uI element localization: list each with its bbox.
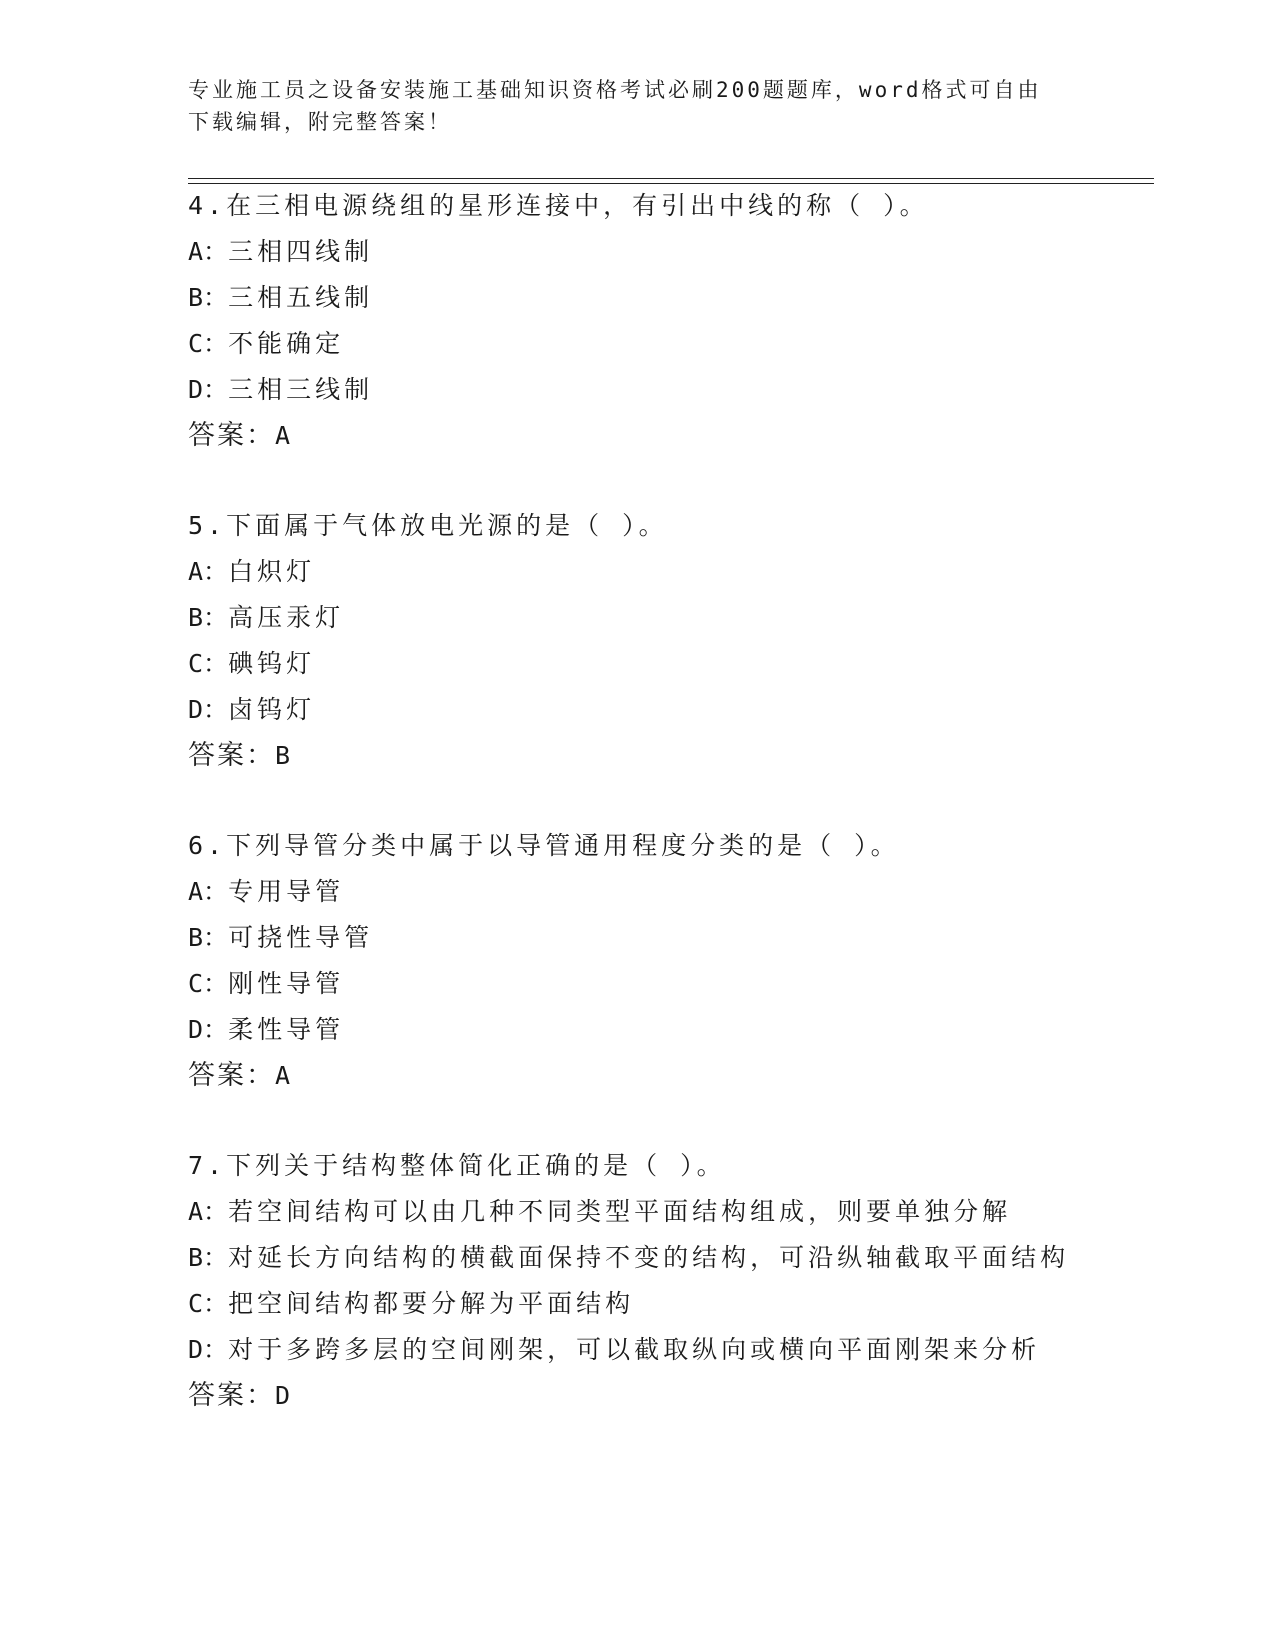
option-text: 刚性导管 (228, 969, 345, 998)
option-text: 把空间结构都要分解为平面结构 (228, 1289, 635, 1318)
header-divider-bottom (188, 183, 1154, 184)
header-divider-top (188, 178, 1154, 179)
option-d (188, 1015, 1188, 1061)
option-c (188, 329, 1188, 375)
option-text: 柔性导管 (228, 1015, 345, 1044)
option-text: 对于多跨多层的空间刚架，可以截取纵向或横向平面刚架来分析 (228, 1335, 1041, 1364)
option-text: 三相三线制 (228, 375, 374, 404)
option-key: C： (188, 969, 229, 998)
option-a (188, 1197, 1188, 1243)
option-b (188, 923, 1188, 969)
answer-value: A (275, 1061, 293, 1090)
option-c (188, 969, 1188, 1015)
option-text: 碘钨灯 (228, 649, 316, 678)
option-key: A： (188, 877, 229, 906)
option-text: 高压汞灯 (228, 603, 345, 632)
answer-line (188, 421, 1188, 467)
answer-value: A (275, 421, 293, 450)
question-5 (188, 511, 1188, 787)
option-key: A： (188, 557, 229, 586)
option-key: B： (188, 1243, 229, 1272)
option-c (188, 649, 1188, 695)
question-stem: 5.下面属于气体放电光源的是（ ）。 (188, 511, 668, 540)
option-key: A： (188, 1197, 229, 1226)
option-text: 可挠性导管 (228, 923, 374, 952)
option-text: 专用导管 (228, 877, 345, 906)
answer-label: 答案： (188, 1060, 275, 1091)
option-key: D： (188, 375, 229, 404)
option-text: 卤钨灯 (228, 695, 316, 724)
option-key: C： (188, 1289, 229, 1318)
answer-line (188, 741, 1188, 787)
option-a (188, 877, 1188, 923)
option-d (188, 1335, 1188, 1381)
question-4 (188, 191, 1188, 467)
option-key: D： (188, 1015, 229, 1044)
option-text: 白炽灯 (228, 557, 316, 586)
question-7 (188, 1151, 1188, 1427)
question-stem: 6.下列导管分类中属于以导管通用程度分类的是（ ）。 (188, 831, 900, 860)
document-header (188, 74, 1088, 138)
answer-line (188, 1061, 1188, 1107)
option-b (188, 283, 1188, 329)
option-key: B： (188, 603, 229, 632)
header-line-1: 专业施工员之设备安装施工基础知识资格考试必刷200题题库，word格式可自由 (188, 78, 1042, 102)
answer-line (188, 1381, 1188, 1427)
answer-label: 答案： (188, 420, 275, 451)
answer-label: 答案： (188, 1380, 275, 1411)
option-key: C： (188, 329, 229, 358)
option-text: 不能确定 (228, 329, 345, 358)
option-b (188, 603, 1188, 649)
answer-value: B (275, 741, 293, 770)
option-c (188, 1289, 1188, 1335)
option-text: 三相五线制 (228, 283, 374, 312)
option-d (188, 375, 1188, 421)
question-stem: 4.在三相电源绕组的星形连接中，有引出中线的称（ ）。 (188, 191, 929, 220)
option-key: D： (188, 695, 229, 724)
option-key: C： (188, 649, 229, 678)
option-key: B： (188, 283, 229, 312)
option-key: A： (188, 237, 229, 266)
question-stem: 7.下列关于结构整体简化正确的是（ ）。 (188, 1151, 726, 1180)
answer-label: 答案： (188, 740, 275, 771)
answer-value: D (275, 1381, 293, 1410)
option-a (188, 237, 1188, 283)
option-d (188, 695, 1188, 741)
question-6 (188, 831, 1188, 1107)
option-text: 若空间结构可以由几种不同类型平面结构组成，则要单独分解 (228, 1197, 1012, 1226)
option-key: D： (188, 1335, 229, 1364)
option-text: 对延长方向结构的横截面保持不变的结构，可沿纵轴截取平面结构 (228, 1243, 1070, 1272)
option-text: 三相四线制 (228, 237, 374, 266)
option-b (188, 1243, 1188, 1289)
header-line-2: 下载编辑，附完整答案！ (188, 110, 452, 134)
option-key: B： (188, 923, 229, 952)
option-a (188, 557, 1188, 603)
